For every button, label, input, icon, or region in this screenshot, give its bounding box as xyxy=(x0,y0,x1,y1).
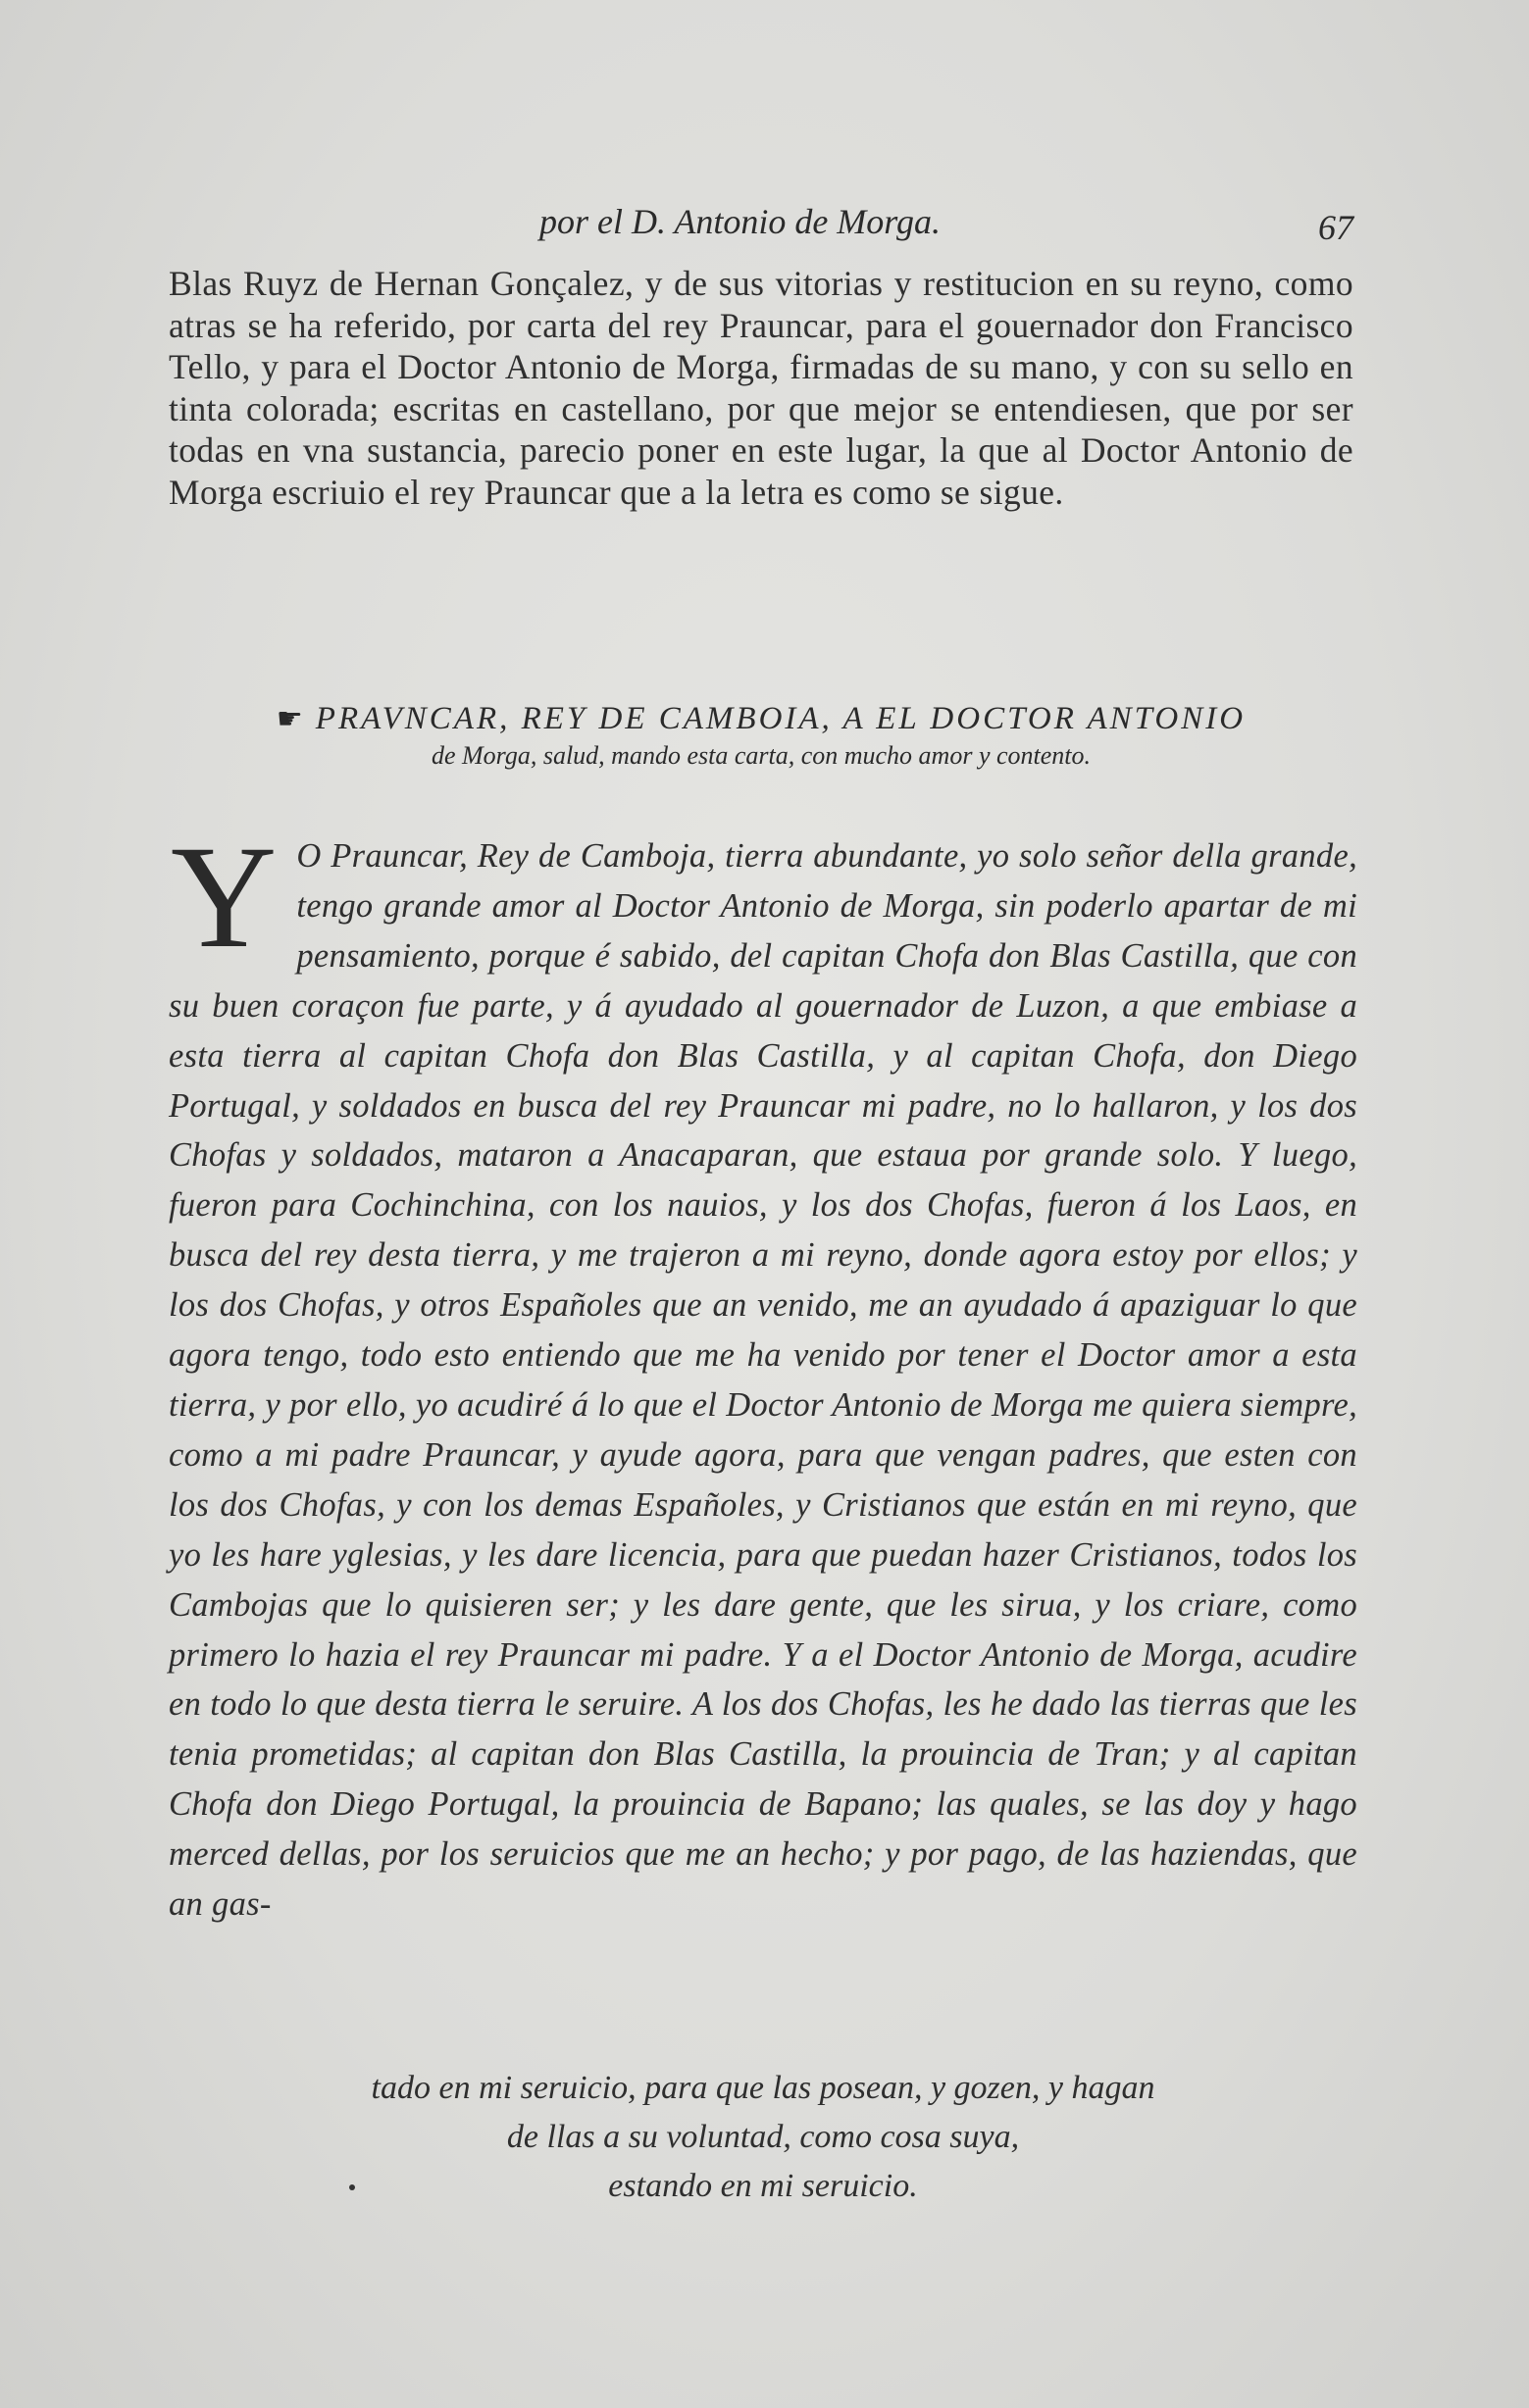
page-number: 67 xyxy=(1318,208,1353,247)
letter-subtitle: de Morga, salud, mando esta carta, con mucho amor y contento. xyxy=(431,741,1092,770)
letter-heading xyxy=(167,701,1355,771)
pointing-hand-icon: ☛ xyxy=(276,703,306,735)
closing-line-3: estando en mi seruicio. xyxy=(608,2168,918,2204)
closing-line-1: tado en mi seruicio, para que las posean, y gozen, y hagan xyxy=(371,2070,1155,2106)
letter-title: PRAVNCAR, REY DE CAMBOIA, A EL DOCTOR ANTONIO xyxy=(315,701,1247,736)
letter-text: O Prauncar, Rey de Camboja, tierra abundante, yo solo señor della grande, tengo grande amor al Doctor Antonio de Morga, sin poderlo apartar de mi pensamiento, porque é sabido, del capitan Chofa don Blas Castilla, que con su buen coraçon fue parte, y á ayudado al gouernador de Luzon, a que embiase a esta tierra al capitan Chofa don Blas Castilla, y al capitan Chofa, don Diego Portugal, y soldados en busca del rey Prauncar mi padre, no lo hallaron, y los dos Chofas y soldados, mataron a Anacaparan, que estaua por grande solo. Y luego, fueron para Cochinchina, con los nauios, y los dos Chofas, fueron á los Laos, en busca del rey desta tierra, y me trajeron a mi reyno, donde agora estoy por ellos; y los dos Chofas, y otros Españoles que an venido, me an ayudado á apaziguar lo que agora tengo, todo esto entiendo que me ha venido por tener el Doctor amor a esta tierra, y por ello, yo acudiré á lo que el Doctor Antonio de Morga me quiera siempre, como a mi padre Prauncar, y ayude agora, para que vengan padres, que esten con los dos Chofas, y con los demas Españoles, y Cristianos que están en mi reyno, que yo les hare yglesias, y les dare licencia, para que puedan hazer Cristianos, todos los Cambojas que lo quisieren ser; y les dare gente, que les sirua, y los criare, como primero lo hazia el rey Prauncar mi padre. Y a el Doctor Antonio de Morga, acudire en todo lo que desta tierra le seruire. A los dos Chofas, les he dado las tierras que les tenia prometidas; al capitan don Blas Castilla, la prouincia de Tran; y al capitan Chofa don Diego Portugal, la prouincia de Bapano; las quales, se las doy y hago merced dellas, por los seruicios que me an hecho; y por pago, de las haziendas, que an gas- xyxy=(169,837,1357,1924)
letter-closing xyxy=(169,2064,1357,2211)
intro-text: Blas Ruyz de Hernan Gonçalez, y de sus vitorias y restitucion en su reyno, como atras se ha referido, por carta del rey Prauncar, para el gouernador don Francisco Tello, y para el Doctor Antonio de Morga, firmadas de su mano, y con su sello en tinta colorada; escritas en castellano, por que mejor se entendiesen, que por ser todas en vna sustancia, parecio poner en este lugar, la que al Doctor Antonio de Morga escriuio el rey Prauncar que a la letra es como se sigue. xyxy=(169,264,1353,512)
intro-paragraph xyxy=(169,263,1353,514)
running-head: por el D. Antonio de Morga. xyxy=(539,202,941,241)
page-header xyxy=(167,201,1353,260)
letter-title-line xyxy=(167,701,1355,737)
letter-body xyxy=(169,816,1357,1930)
closing-line-2: de llas a su voluntad, como cosa suya, xyxy=(506,2119,1020,2155)
ink-speck xyxy=(349,2184,355,2190)
drop-cap: Y xyxy=(171,816,278,978)
